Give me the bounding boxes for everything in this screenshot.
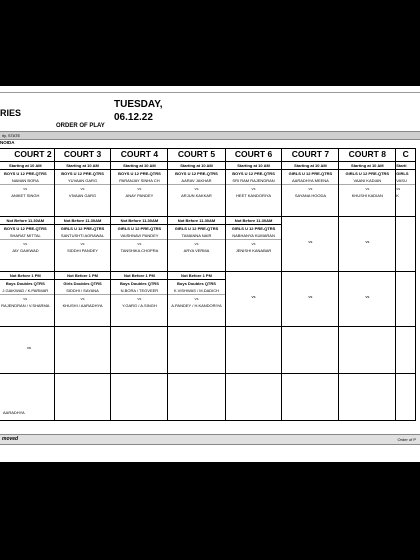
match-time: Not Before 1 PM (55, 272, 111, 280)
empty-cell (168, 327, 225, 374)
empty-cell (396, 217, 416, 272)
player-one: SIDDHI / SAYANA (55, 287, 111, 295)
slot-row-5 (0, 374, 416, 421)
date-label: 06.12.22 (114, 112, 153, 123)
date-heading (114, 98, 163, 124)
match-cell (54, 272, 111, 327)
player-one: J.GAIKWAD / K.PARMAR (0, 287, 54, 295)
player-two: ARYA VERMA (183, 248, 210, 253)
order-of-play-sheet (0, 86, 420, 462)
empty-cell (111, 327, 168, 374)
player-one: VAANI KADIAN (339, 177, 395, 185)
match-event: GIRLS U 12 PRE-QTRS (345, 171, 390, 176)
match-event: BOYS U 12 PRE-QTRS (3, 171, 47, 176)
empty-cell (396, 327, 416, 374)
order-of-play-label: ORDER OF PLAY (56, 123, 105, 129)
player-one: PARANJAY SINHA CH (111, 177, 167, 185)
player-one: TAMANNA NAIR (168, 232, 224, 240)
player-one: NABHANYA KUMARAN (226, 232, 282, 240)
match-time: Not Before 1 PM (0, 272, 54, 280)
match-event: BOYS U 12 PRE-QTRS (3, 226, 47, 231)
empty-cell (339, 217, 396, 272)
player-two: K (396, 193, 399, 198)
slot-row-1pm (0, 272, 416, 327)
player-two: SAYANA HOODA (294, 193, 327, 198)
match-time: Not Before 11.30AM (0, 217, 54, 225)
empty-cell (111, 374, 168, 421)
court-header-row (0, 149, 416, 162)
player-one: YUVAAN GARG (55, 177, 111, 185)
match-cell (225, 162, 282, 217)
versus-label: vs (365, 186, 370, 191)
match-cell (225, 217, 282, 272)
match-time: Starting at 10 AM (339, 162, 395, 170)
match-time: Starting at 10 AM (168, 162, 224, 170)
player-two: JENISHI KANABAR (235, 248, 272, 253)
match-event: GIRLS U 12 PRE-QTRS (288, 171, 333, 176)
player-two: JAY GAIKWAD (11, 248, 39, 253)
series-title: RIES (0, 108, 22, 118)
match-event: GIRLS U 12 PRE-QTRS (117, 226, 162, 231)
match-event: Boys Doubles QTRS (119, 281, 159, 286)
empty-cell (0, 374, 54, 421)
match-cell (168, 272, 225, 327)
player-two: A.PANDEY / H.KANDORIYA (171, 303, 222, 308)
versus-label: vs (80, 241, 85, 246)
player-two: ARJUN KAKKAR (181, 193, 212, 198)
versus-label: vs (23, 186, 28, 191)
match-cell (396, 162, 416, 217)
slot-row-10am (0, 162, 416, 217)
versus-label: vs (251, 186, 256, 191)
empty-cell (168, 374, 225, 421)
match-event: BOYS U 12 PRE-QTRS (118, 171, 161, 176)
match-cell (111, 217, 168, 272)
versus-label: vs (308, 186, 313, 191)
player-name: AARADHYA (3, 410, 25, 415)
versus-label: vs (80, 296, 85, 301)
court-header: COURT 6 (225, 149, 282, 162)
court-header: COURT 3 (54, 149, 111, 162)
empty-cell (54, 374, 111, 421)
match-cell (168, 162, 225, 217)
versus-label: vs (308, 239, 313, 244)
empty-cell (282, 272, 339, 327)
empty-cell (339, 374, 396, 421)
versus-label: vs (251, 241, 256, 246)
match-cell (0, 162, 54, 217)
match-time: Starting at 10 AM (0, 162, 54, 170)
match-time: Not Before 1 PM (111, 272, 167, 280)
player-two: SIDDHI PANDEY (67, 248, 98, 253)
footer-right-note: Order of P (397, 437, 416, 442)
match-cell (0, 272, 54, 327)
empty-cell (225, 374, 282, 421)
player-two: KHUSHI / AARADHYA (62, 303, 103, 308)
player-two: RAJENDRAN / V.SHARMA (1, 303, 50, 308)
match-event: GIRLS U 12 PRE-QTRS (60, 226, 105, 231)
match-cell (111, 272, 168, 327)
location-band (0, 131, 420, 140)
match-event: Girls Doubles QTRS (63, 281, 102, 286)
match-event: Boys Doubles QTRS (177, 281, 216, 286)
match-time: Not Before 11.30AM (226, 217, 282, 225)
match-time: Not Before 11.30AM (55, 217, 111, 225)
match-event: Boys Doubles QTRS (5, 281, 45, 286)
day-label: TUESDAY, (114, 99, 163, 110)
versus-label: vs (194, 241, 199, 246)
match-cell (0, 217, 54, 272)
slot-row-4 (0, 327, 416, 374)
empty-cell (339, 327, 396, 374)
player-one: NAMAN BORA (0, 177, 54, 185)
player-two: ANAY PANDEY (125, 193, 154, 198)
match-event: BOYS U 12 PRE-QTRS (232, 171, 275, 176)
court-header: COURT 5 (168, 149, 225, 162)
versus-label: vs (194, 296, 199, 301)
empty-cell (282, 217, 339, 272)
versus-label: vs (137, 296, 142, 301)
empty-cell (0, 327, 54, 374)
empty-cell (282, 327, 339, 374)
slot-row-1130am (0, 217, 416, 272)
player-one: SANTUSHTI AGRAWAL (55, 232, 111, 240)
footer-note: moved (2, 436, 19, 442)
match-time: Not Before 11.30AM (111, 217, 167, 225)
player-one: AARAV JAKHAR (168, 177, 224, 185)
empty-cell (396, 272, 416, 327)
match-time: Starting at 10 AM (111, 162, 167, 170)
venue-label: NOIDA (0, 140, 15, 145)
match-event: BOYS U 12 PRE-QTRS (175, 171, 218, 176)
player-two: Y.GARG / A.SINGH (122, 303, 157, 308)
empty-cell (282, 374, 339, 421)
player-one: SRI RAM RAJENDRAN (226, 177, 282, 185)
versus-label: vs (251, 294, 256, 299)
match-cell (339, 162, 396, 217)
court-header: C (396, 149, 416, 162)
empty-cell (339, 272, 396, 327)
versus-label: vs (27, 345, 31, 350)
empty-cell (225, 327, 282, 374)
versus-label: vs (80, 186, 85, 191)
footer-band (0, 434, 420, 445)
player-one: N.BORA / TEGVEER (111, 287, 167, 295)
match-cell (282, 162, 339, 217)
player-one: K.VISHWAS / M.DADICH (168, 287, 224, 295)
versus-label: vs (308, 294, 313, 299)
player-one: AARADHYA MEENA (282, 177, 338, 185)
player-one: VAISHNAVI PANDEY (111, 232, 167, 240)
match-cell (111, 162, 168, 217)
match-time: Starting at 10 AM (282, 162, 338, 170)
empty-cell (225, 272, 282, 327)
player-one: VASU (396, 177, 415, 185)
match-cell (54, 162, 111, 217)
location-text: ity, STATE (2, 133, 21, 138)
match-event: GIRLS (396, 171, 409, 176)
empty-cell (54, 327, 111, 374)
versus-label: vs (365, 294, 370, 299)
match-cell (168, 217, 225, 272)
player-two: HEET KANDORIYA (236, 193, 272, 198)
match-time: Starti (396, 162, 415, 170)
court-header: COURT 2 (0, 149, 54, 162)
versus-label: vs (23, 241, 28, 246)
empty-cell (396, 374, 416, 421)
versus-label: vs (365, 239, 370, 244)
versus-label: vs (23, 296, 28, 301)
versus-label: vs (137, 186, 142, 191)
schedule-grid (0, 148, 416, 421)
match-time: Not Before 1 PM (168, 272, 224, 280)
match-time: Starting at 10 AM (226, 162, 282, 170)
player-two: TANSHIKA CHOPRA (120, 248, 159, 253)
versus-label: vs (194, 186, 199, 191)
top-rule (0, 92, 420, 93)
match-event: BOYS U 12 PRE-QTRS (61, 171, 104, 176)
court-header: COURT 4 (111, 149, 168, 162)
versus-label: vs (396, 186, 401, 191)
match-cell (54, 217, 111, 272)
player-one: SHARAT MITTAL (0, 232, 54, 240)
match-time: Starting at 10 AM (55, 162, 111, 170)
match-event: GIRLS U 12 PRE-QTRS (231, 226, 276, 231)
match-time: Not Before 11.30AM (168, 217, 224, 225)
player-two: VIVAAN GARG (68, 193, 97, 198)
player-two: ANIKET SINGH (11, 193, 40, 198)
player-two: KHUSHI KADIAN (351, 193, 383, 198)
court-header: COURT 8 (339, 149, 396, 162)
match-event: GIRLS U 12 PRE-QTRS (174, 226, 219, 231)
court-header: COURT 7 (282, 149, 339, 162)
versus-label: vs (137, 241, 142, 246)
